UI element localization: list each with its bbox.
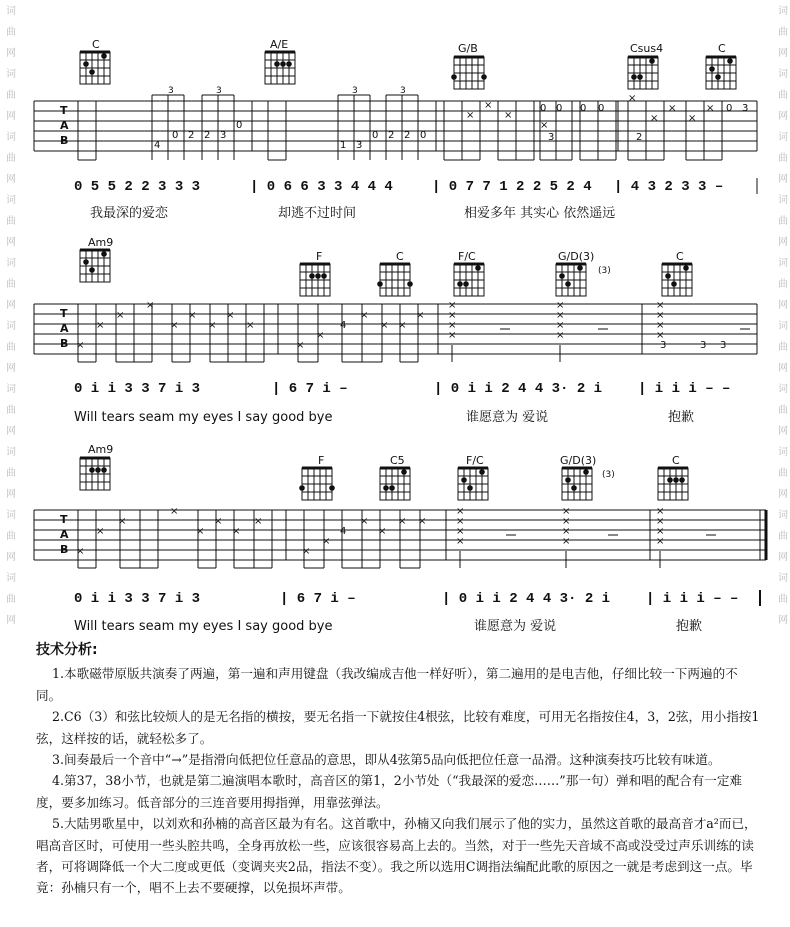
watermark-char: 曲 [778, 90, 788, 101]
numbered-notation: | 0 i i 2 4 4 3· 2 i [434, 381, 603, 397]
watermark-char: 词 [6, 132, 16, 143]
tab-system-2 [34, 236, 757, 425]
watermark-char: 网 [6, 174, 16, 185]
watermark-char: 词 [778, 573, 788, 584]
svg-text:×: × [380, 320, 389, 331]
svg-text:×: × [656, 300, 665, 311]
watermark-char: 曲 [6, 27, 16, 38]
tab-system-3 [34, 443, 766, 634]
svg-text:×: × [188, 310, 197, 321]
watermark-char: 网 [6, 363, 16, 374]
chord-name: Am9 [88, 236, 114, 249]
svg-text:×: × [226, 310, 235, 321]
chord-name: C5 [390, 454, 405, 467]
svg-text:×: × [706, 103, 715, 114]
lyrics-line: 抱歉 [668, 410, 695, 425]
watermark-char: 曲 [6, 594, 16, 605]
chord-diagram [556, 264, 586, 296]
watermark-char: 网 [778, 48, 788, 59]
watermark-char: 网 [6, 489, 16, 500]
watermark-char: 曲 [6, 216, 16, 227]
lyrics-line: 谁愿意为 爱说 [466, 410, 549, 425]
watermark-char: 网 [778, 489, 788, 500]
lyrics-line: 我最深的爱恋 [90, 206, 169, 221]
chord-name: G/D(3) [558, 250, 595, 263]
svg-text:B: B [60, 543, 69, 556]
lyrics-line: 抱歉 [676, 619, 703, 634]
svg-text:0: 0 [372, 130, 379, 141]
svg-text:3: 3 [400, 86, 406, 96]
watermark-char: 曲 [6, 405, 16, 416]
svg-text:1: 1 [340, 140, 347, 151]
watermark-char: 词 [6, 573, 16, 584]
svg-text:0: 0 [236, 120, 243, 131]
watermark-char: 网 [6, 426, 16, 437]
svg-text:0: 0 [598, 103, 605, 114]
watermark-char: 网 [6, 237, 16, 248]
svg-text:3: 3 [742, 103, 749, 114]
svg-text:×: × [196, 526, 205, 537]
svg-text:T: T [60, 307, 68, 320]
watermark-char: 曲 [778, 279, 788, 290]
analysis-paragraph: 5.大陆男歌星中，以刘欢和孙楠的高音区最为有名。这首歌中，孙楠又向我们展示了他的实力，虽然这首歌的最高音才a²而已，唱高音区时，可使用一些头腔共鸣，全身再放松一些，应该很容易高上去的。当然，对于一些先天音域不高或没受过声乐训练的读者，可将调降低一个大二度或更低（变调夹夹2品，指法不变）。我之所以选用C调指法编配此歌的原因之一就是考虑到这一点。毕竟：孙楠只有一个，唱不上去不要硬撑，以免损坏声带。 [36, 816, 757, 896]
svg-text:A: A [60, 322, 69, 335]
watermark-char: 词 [6, 258, 16, 269]
watermark-char: 网 [778, 363, 788, 374]
svg-text:3: 3 [720, 340, 727, 351]
watermark-char: 词 [778, 321, 788, 332]
svg-text:×: × [556, 300, 565, 311]
svg-text:×: × [456, 536, 465, 547]
svg-text:3: 3 [352, 86, 358, 96]
svg-text:×: × [296, 340, 305, 351]
watermark-char: 网 [778, 615, 788, 626]
svg-text:×: × [254, 516, 263, 527]
svg-text:4: 4 [154, 140, 161, 151]
svg-text:×: × [118, 516, 127, 527]
svg-text:×: × [418, 516, 427, 527]
svg-text:×: × [96, 320, 105, 331]
numbered-notation: | 0 6 6 3 3 4 4 4 [250, 179, 393, 195]
watermark-char: 曲 [778, 405, 788, 416]
svg-text:×: × [540, 120, 549, 131]
svg-text:2: 2 [636, 132, 643, 143]
svg-text:3: 3 [548, 132, 555, 143]
chord-name: C [396, 250, 404, 263]
watermark-char: 网 [778, 300, 788, 311]
lyrics-line: 却逃不过时间 [278, 206, 357, 221]
chord-diagram [377, 264, 413, 296]
svg-text:T: T [60, 513, 68, 526]
svg-text:×: × [504, 110, 513, 121]
chord-diagram [658, 468, 688, 500]
svg-text:×: × [360, 310, 369, 321]
analysis-heading: 技术分析: [36, 642, 98, 658]
svg-text:4: 4 [340, 320, 347, 331]
chord-diagram [662, 264, 692, 296]
svg-text:×: × [378, 526, 387, 537]
numbered-notation: | 6 7 i – [280, 591, 356, 607]
svg-text:×: × [556, 330, 565, 341]
watermark-char: 词 [6, 69, 16, 80]
watermark-char: 网 [778, 552, 788, 563]
svg-text:×: × [146, 300, 155, 311]
chord-name: G/B [458, 42, 478, 55]
svg-text:×: × [656, 536, 665, 547]
svg-text:×: × [656, 506, 665, 517]
watermark-char: 词 [778, 132, 788, 143]
numbered-notation: | i i i – – [646, 591, 739, 607]
numbered-notation: | 4 3 2 3 3 – [614, 179, 724, 195]
chord-name: C [676, 250, 684, 263]
svg-text:×: × [170, 320, 179, 331]
svg-text:×: × [656, 310, 665, 321]
analysis-paragraph: 3.间奏最后一个音中“→”是指滑向低把位任意品的意思，即从4弦第5品向低把位任意一品滑。这种演奏技巧比较有味道。 [52, 752, 721, 768]
chord-diagram [80, 52, 110, 84]
svg-text:2: 2 [188, 130, 195, 141]
svg-text:×: × [316, 330, 325, 341]
chord-name: A/E [270, 38, 289, 51]
svg-text:×: × [562, 526, 571, 537]
svg-text:×: × [484, 100, 493, 111]
lyrics-line: Will tears seam my eyes I say good bye [74, 619, 333, 634]
svg-text:×: × [562, 516, 571, 527]
svg-text:×: × [656, 526, 665, 537]
svg-text:×: × [214, 516, 223, 527]
svg-text:×: × [628, 93, 637, 104]
numbered-notation: | 0 i i 2 4 4 3· 2 i [442, 591, 611, 607]
watermark-char: 曲 [6, 531, 16, 542]
analysis-paragraph: 1.本歌磁带原版共演奏了两遍，第一遍和声用键盘（我改编成吉他一样好听），第二遍用的是电吉他，仔细比较一下两遍的不同。 [36, 666, 738, 703]
numbered-notation: | 6 7 i – [272, 381, 348, 397]
watermark-char: 词 [778, 69, 788, 80]
svg-text:×: × [302, 546, 311, 557]
watermark-char: 曲 [778, 531, 788, 542]
svg-text:×: × [170, 506, 179, 517]
tab-staff [34, 101, 757, 151]
lyrics-line: Will tears seam my eyes I say good bye [74, 410, 333, 425]
svg-text:A: A [60, 528, 69, 541]
svg-text:×: × [448, 320, 457, 331]
svg-text:×: × [456, 506, 465, 517]
watermark-char: 曲 [6, 279, 16, 290]
chord-diagram [454, 264, 484, 296]
svg-text:3: 3 [660, 340, 667, 351]
svg-text:2: 2 [404, 130, 411, 141]
watermark-char: 曲 [778, 216, 788, 227]
svg-text:×: × [76, 340, 85, 351]
technical-analysis [36, 640, 762, 899]
chord-name: F/C [458, 250, 476, 263]
watermark-char: 网 [778, 237, 788, 248]
chord-diagram [265, 52, 295, 84]
chord-diagram [299, 468, 335, 500]
svg-text:×: × [398, 516, 407, 527]
chord-name: F [316, 250, 323, 263]
svg-text:3: 3 [356, 140, 363, 151]
svg-text:×: × [656, 330, 665, 341]
watermark-char: 词 [6, 321, 16, 332]
svg-text:×: × [656, 320, 665, 331]
watermark-char: 曲 [778, 27, 788, 38]
svg-text:×: × [688, 113, 697, 124]
svg-text:×: × [650, 113, 659, 124]
watermark-char: 曲 [778, 342, 788, 353]
watermark-char: 网 [778, 426, 788, 437]
svg-text:×: × [466, 110, 475, 121]
chord-name: C [672, 454, 680, 467]
svg-text:×: × [232, 526, 241, 537]
chord-diagram [80, 250, 110, 282]
numbered-notation: | i i i – – [638, 381, 731, 397]
watermark-char: 曲 [6, 90, 16, 101]
svg-text:×: × [96, 526, 105, 537]
svg-text:×: × [116, 310, 125, 321]
watermark-char: 网 [6, 48, 16, 59]
lyrics-line: 相爱多年 其实心 依然遥远 [464, 206, 616, 221]
watermark-char: 词 [778, 384, 788, 395]
chord-diagram [562, 468, 592, 500]
svg-text:(3): (3) [602, 470, 615, 480]
watermark-char: 网 [778, 174, 788, 185]
watermark-char: 网 [6, 552, 16, 563]
analysis-paragraph: 4.第37，38小节，也就是第二遍演唱本歌时，高音区的第1，2小节处（“我最深的爱恋……”那一句）弹和唱的配合有一定难度，要多加练习。低音部分的三连音要用拇指弹，用靠弦弹法。 [36, 773, 743, 810]
chord-diagram [706, 57, 736, 89]
svg-text:B: B [60, 337, 69, 350]
lyrics-line: 谁愿意为 爱说 [474, 619, 557, 634]
svg-text:2: 2 [204, 130, 211, 141]
watermark-char: 曲 [778, 594, 788, 605]
svg-text:0: 0 [556, 103, 563, 114]
numbered-notation: | 0 7 7 1 2 2 5 2 4 [432, 179, 592, 195]
svg-text:T: T [60, 104, 68, 117]
watermark-char: 词 [6, 195, 16, 206]
svg-text:×: × [456, 526, 465, 537]
svg-text:B: B [60, 134, 69, 147]
svg-text:A: A [60, 119, 69, 132]
chord-name: Csus4 [630, 42, 664, 55]
svg-text:×: × [208, 320, 217, 331]
svg-text:×: × [398, 320, 407, 331]
svg-text:0: 0 [420, 130, 427, 141]
chord-diagram [300, 264, 330, 296]
svg-text:×: × [360, 516, 369, 527]
watermark-char: 词 [778, 195, 788, 206]
tab-system-1 [34, 38, 757, 221]
svg-text:×: × [556, 310, 565, 321]
watermark-char: 网 [6, 300, 16, 311]
watermark-char: 曲 [6, 342, 16, 353]
watermark-char: 词 [778, 258, 788, 269]
svg-text:×: × [76, 546, 85, 557]
chord-diagram [80, 458, 110, 490]
tab-staff [34, 304, 757, 354]
chord-name: Am9 [88, 443, 114, 456]
svg-text:0: 0 [726, 103, 733, 114]
svg-text:2: 2 [388, 130, 395, 141]
svg-text:3: 3 [700, 340, 707, 351]
watermark-char: 词 [778, 447, 788, 458]
svg-text:×: × [668, 103, 677, 114]
chord-diagram [380, 468, 410, 500]
svg-text:×: × [246, 320, 255, 331]
chord-name: F/C [466, 454, 484, 467]
chord-name: C [92, 38, 100, 51]
watermark-char: 词 [778, 510, 788, 521]
chord-name: C [718, 42, 726, 55]
watermark-char: 网 [6, 615, 16, 626]
svg-text:(3): (3) [598, 266, 611, 276]
numbered-notation: 0 i i 3 3 7 i 3 [74, 591, 201, 607]
chord-diagram [451, 57, 487, 89]
watermark-char: 词 [6, 510, 16, 521]
svg-text:×: × [322, 536, 331, 547]
svg-text:×: × [416, 310, 425, 321]
svg-text:×: × [556, 320, 565, 331]
svg-text:0: 0 [580, 103, 587, 114]
svg-text:×: × [562, 506, 571, 517]
watermark-char: 曲 [778, 153, 788, 164]
watermark-char: 词 [6, 6, 16, 17]
watermark-char: 词 [6, 447, 16, 458]
chord-diagram [628, 57, 658, 89]
analysis-paragraph: 2.C6（3）和弦比较烦人的是无名指的横按，要无名指一下就按住4根弦，比较有难度，可用无名指按住4，3，2弦，用小指按1弦，这样按的话，就轻松多了。 [36, 709, 760, 746]
chord-diagram [458, 468, 488, 500]
svg-text:3: 3 [168, 86, 174, 96]
numbered-notation: 0 5 5 2 2 3 3 3 [74, 179, 201, 195]
watermark-char: 网 [778, 111, 788, 122]
watermark-char: 曲 [6, 468, 16, 479]
svg-text:×: × [448, 330, 457, 341]
svg-text:×: × [456, 516, 465, 527]
svg-text:×: × [562, 536, 571, 547]
svg-text:3: 3 [220, 130, 227, 141]
watermark-char: 词 [778, 6, 788, 17]
svg-text:0: 0 [540, 103, 547, 114]
watermark-char: 词 [6, 384, 16, 395]
svg-text:3: 3 [216, 86, 222, 96]
watermark-char: 曲 [778, 468, 788, 479]
chord-name: G/D(3) [560, 454, 597, 467]
chord-name: F [318, 454, 325, 467]
svg-text:×: × [448, 310, 457, 321]
numbered-notation: 0 i i 3 3 7 i 3 [74, 381, 201, 397]
svg-text:4: 4 [340, 526, 347, 537]
svg-text:0: 0 [172, 130, 179, 141]
svg-text:×: × [448, 300, 457, 311]
watermark-char: 网 [6, 111, 16, 122]
svg-text:×: × [656, 516, 665, 527]
watermark-char: 曲 [6, 153, 16, 164]
